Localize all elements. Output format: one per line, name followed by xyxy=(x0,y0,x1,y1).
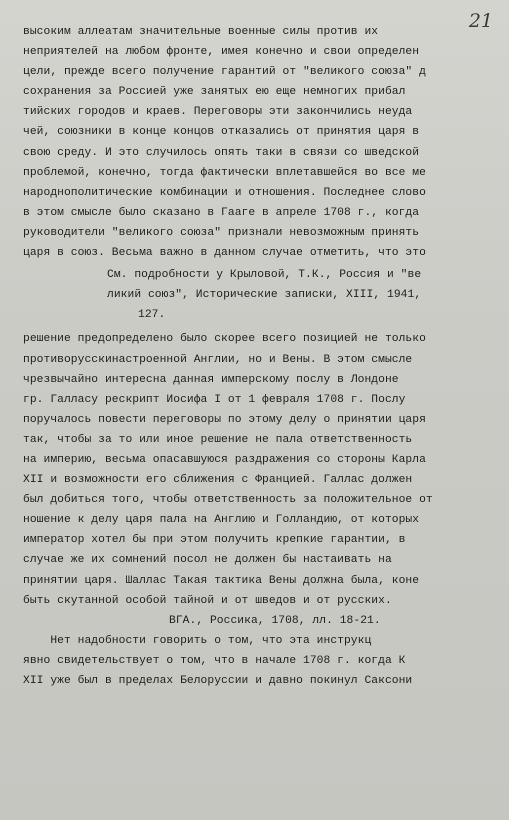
footnote-line: ликий союз", Исторические записки, XIII, 1941, xyxy=(107,289,422,302)
footnote-page: 127. xyxy=(138,309,166,322)
text-line: принятии царя. Шаллас Такая тактика Вены должна была, коне xyxy=(23,574,420,587)
text-line: высоким аллеатам значительные военные силы против их xyxy=(23,26,379,38)
text-line: чей, союзники в конце концов отказались от принятия царя в xyxy=(23,126,420,139)
text-line: сохранения за Россией уже занятых ею еще немногих прибал xyxy=(23,86,406,99)
text-line: император хотел бы при этом получить крепкие гарантии, в xyxy=(23,534,406,547)
text-line: быть скутанной особой тайной и от шведов и от русских. xyxy=(23,594,392,607)
text-line: проблемой, конечно, тогда фактически вплетавшейся во все ме xyxy=(23,166,426,179)
text-line: явно свидетельствует о том, что в начале 1708 г. когда К xyxy=(23,654,406,667)
page-number: 21 xyxy=(468,10,493,32)
text-line: руководители "великого союза" признали невозможным принять xyxy=(23,226,420,239)
text-line: был добиться того, чтобы ответственность за положительное от xyxy=(23,494,433,507)
footnote-1 xyxy=(23,265,489,325)
text-line: гр. Галласу рескрипт Иосифа I от 1 февраля 1708 г. Послу xyxy=(23,393,406,406)
text-line: ношение к делу царя пала на Англию и Голландию, от которых xyxy=(23,514,420,527)
text-line: чрезвычайно интересна данная имперскому послу в Лондоне xyxy=(23,373,399,386)
text-line: царя в союз. Весьма важно в данном случае отметить, что это xyxy=(23,247,426,260)
text-line: неприятелей на любом фронте, имея конечно и свои определен xyxy=(23,46,420,59)
text-line: свою среду. И это случилось опять таки в связи со шведской xyxy=(23,146,420,159)
text-line: XII и возможности его сближения с Францией. Галлас должен xyxy=(23,474,413,487)
text-line: случае же их сомнений посол не должен бы настаивать на xyxy=(23,554,392,567)
paragraph-3 xyxy=(23,631,489,691)
text-line: противорусскинастроенной Англии, но и Вены. В этом смысле xyxy=(23,353,413,366)
paragraph-2 xyxy=(23,329,489,610)
text-line: в этом смысле было сказано в Гааге в апреле 1708 г., когда xyxy=(23,206,420,219)
text-line: поручалось повести переговоры по этому делу о принятии царя xyxy=(23,413,426,426)
text-line: на империю, весьма опасавшуюся раздражения со стороны Карла xyxy=(23,453,426,466)
text-line: XII уже был в пределах Белоруссии и давно покинул Саксони xyxy=(23,675,413,687)
source-reference: ВГА., Россика, 1708, лл. 18-21. xyxy=(169,614,381,627)
text-line: решение предопределено было скорее всего позицией не только xyxy=(23,333,426,346)
text-line: народнополитические комбинации и отношения. Последнее слово xyxy=(23,186,426,199)
text-line: цели, прежде всего получение гарантий от "великого союза" д xyxy=(23,66,426,79)
text-line: так, чтобы за то или иное решение не пала ответственность xyxy=(23,433,413,446)
text-line: тийских городов и краев. Переговоры эти закончились неуда xyxy=(23,106,413,119)
text-line: Нет надобности говорить о том, что эта инструкц xyxy=(23,634,372,647)
footnote-line: См. подробности у Крыловой, Т.К., Россия и "ве xyxy=(107,269,422,282)
paragraph-1 xyxy=(23,22,489,263)
